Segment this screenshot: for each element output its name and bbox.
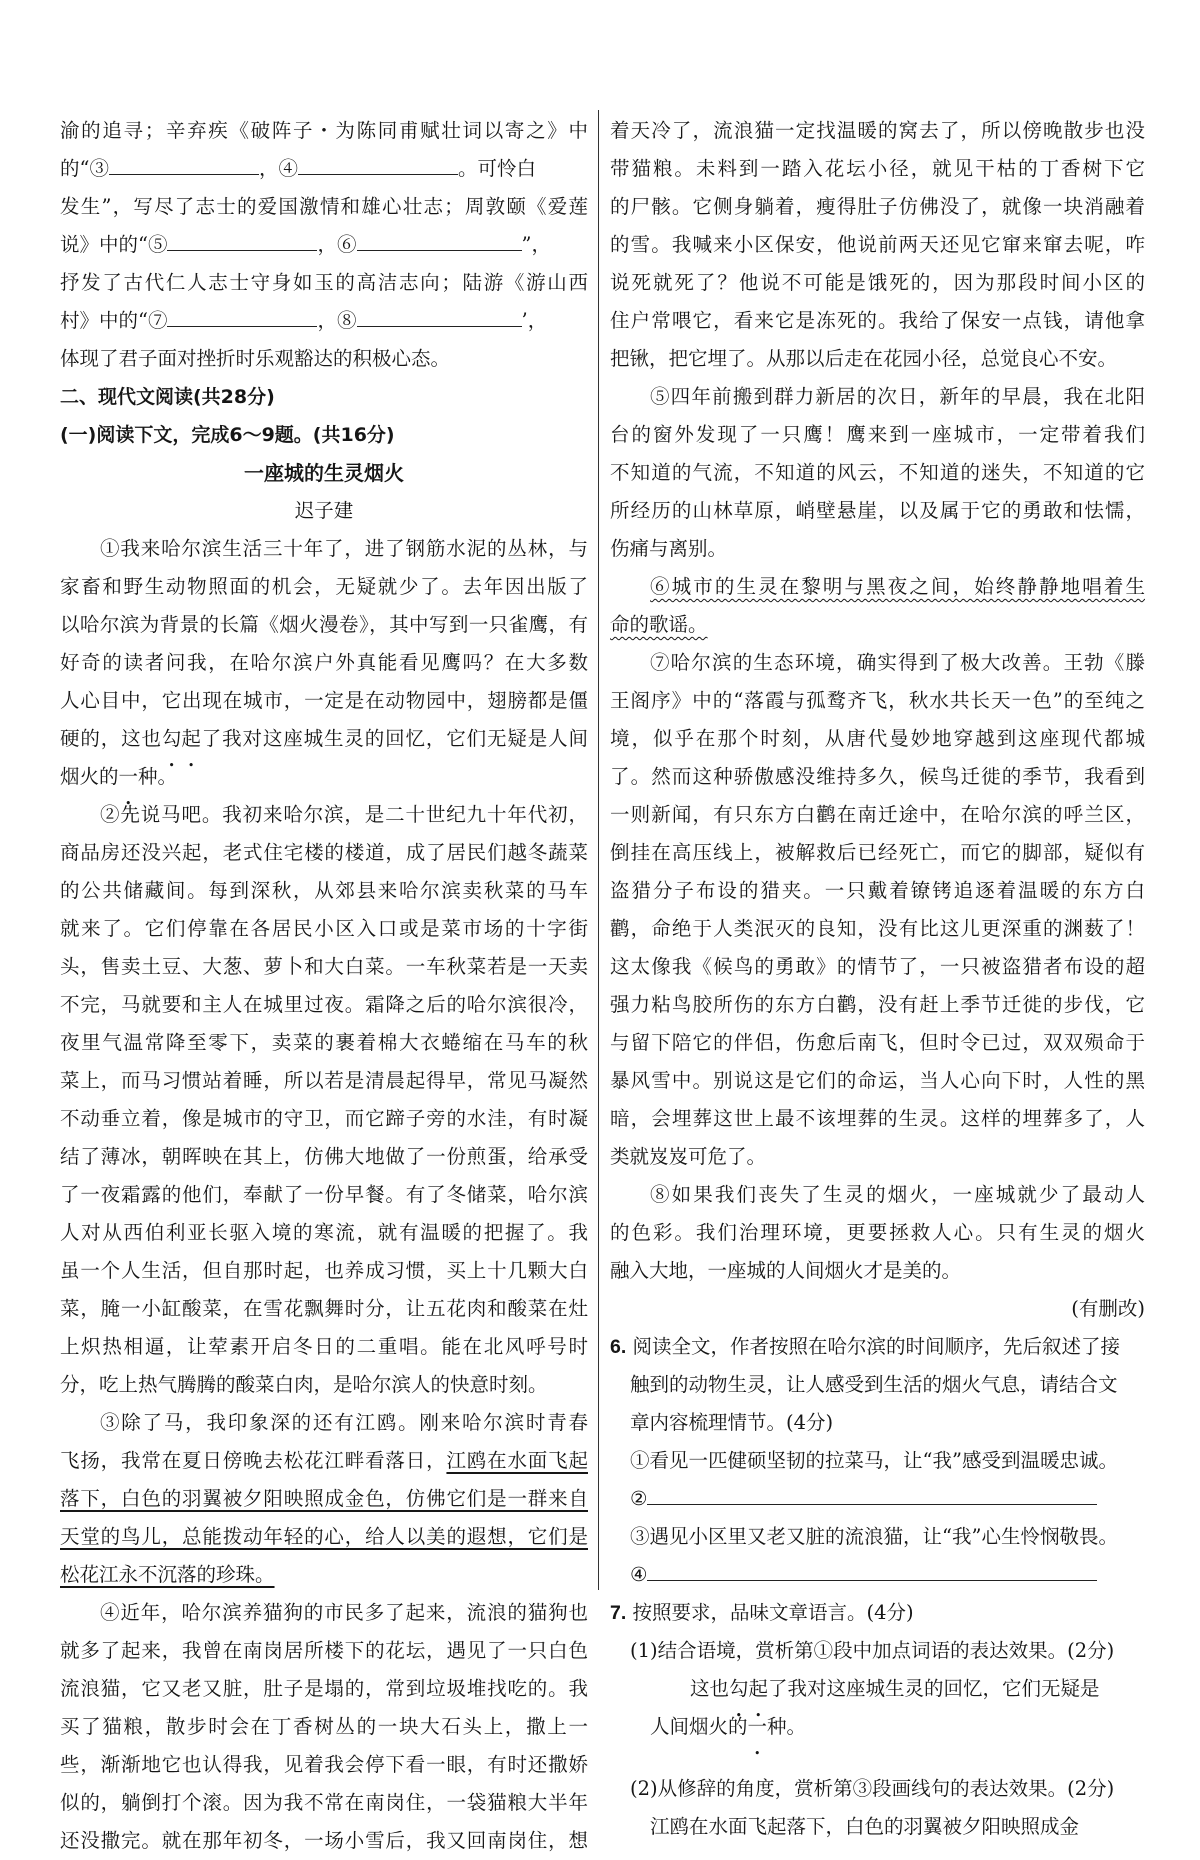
- para-4-line: 就多了起来，我曾在南岗居所楼下的花坛，遇见了一只白色: [60, 1639, 588, 1662]
- para-3-line: [60, 1442, 588, 1480]
- para-4-line: ④近年，哈尔滨养猫狗的市民多了起来，流浪的猫狗也: [100, 1601, 588, 1624]
- text: 烟火的: [60, 765, 119, 788]
- text: ，⑥: [317, 233, 357, 256]
- para-5-line: 不知道的气流，不知道的风云，不知道的迷失，不知道的它: [610, 461, 1145, 484]
- para-2-line: 不完，马就要和主人在城里过夜。霜降之后的哈尔滨很冷，: [60, 993, 588, 1016]
- para-2-line: 不动垂立着，像是城市的守卫，而它蹄子旁的水洼，有时凝: [60, 1107, 588, 1130]
- quote-line: [610, 1670, 1145, 1708]
- para-7-line: ⑦哈尔滨的生态环境，确实得到了极大改善。王勃《滕: [650, 651, 1145, 674]
- para-3-line: [60, 1518, 588, 1556]
- section-heading: 二、现代文阅读(共28分): [60, 386, 275, 408]
- underlined-sentence: 天堂的鸟儿，总能拨动年轻的心，给人以美的遐想，它们是: [60, 1525, 588, 1548]
- para-2-line: 就来了。它们停靠在各居民小区入口或是菜市场的十字街: [60, 917, 588, 940]
- para-1-line: 人心目中，它出现在城市，一定是在动物园中，翅膀都是僵: [60, 689, 588, 712]
- para-5-line: 所经历的山林草原，峭壁悬崖，以及属于它的勇敢和怯懦，: [610, 499, 1145, 522]
- sub-question-7-1: (1)结合语境，赏析第①段中加点词语的表达效果。(2分): [630, 1639, 1115, 1662]
- para-3-line: [60, 1556, 588, 1594]
- para-2-line: 头，售卖土豆、大葱、萝卜和大白菜。一车秋菜若是一天卖: [60, 955, 588, 978]
- underlined-sentence: 松花江永不沉落的珍珠。: [60, 1563, 275, 1586]
- text: 飞扬，我常在夏日傍晚去松花江畔看落日，: [60, 1449, 447, 1472]
- sub-question-7-2: (2)从修辞的角度，赏析第③段画线句的表达效果。(2分): [630, 1777, 1115, 1800]
- para-4-line: 些，渐渐地它也认得我，见着我会停下看一眼，有时还撒娇: [60, 1753, 588, 1776]
- left-column: [60, 112, 588, 1860]
- answer-line: [610, 1480, 1145, 1518]
- para-5-line: 台的窗外发现了一只鹰！鹰来到一座城市，一定带着我们: [610, 423, 1145, 446]
- para-1-line: 家畜和野生动物照面的机会，无疑就少了。去年因出版了: [60, 575, 588, 598]
- dotted-word: 勾: [729, 1677, 749, 1700]
- text: 种。: [767, 1715, 807, 1738]
- para-5-line: 伤痛与离别。: [610, 537, 728, 560]
- para-2-line: 了一夜霜露的他们，奉献了一份早餐。有了冬储菜，哈尔滨: [60, 1183, 588, 1206]
- answer-blank-2[interactable]: [647, 1480, 1097, 1505]
- question-6-line: 章内容梳理情节。(4分): [630, 1411, 834, 1434]
- para-4-line: 流浪猫，它又老又脏，肚子是塌的，常到垃圾堆找吃的。我: [60, 1677, 588, 1700]
- para-2-line: 人对从西伯利亚长驱入境的寒流，就有温暖的把握了。我: [60, 1221, 588, 1244]
- question-number: 7.: [610, 1602, 627, 1624]
- para-7-line: 这太像我《候鸟的勇敢》的情节了，一只被盗猎者布设的超: [610, 955, 1145, 978]
- blank-4[interactable]: [298, 150, 458, 175]
- para-1-line: ①我来哈尔滨生活三十年了，进了钢筋水泥的丛林，与: [100, 537, 588, 560]
- text: ’，: [521, 309, 548, 332]
- text: ，④: [258, 157, 298, 180]
- dotted-word: 一: [747, 1715, 768, 1738]
- para-2-line: 分，吃上热气腾腾的酸菜白肉，是哈尔滨人的快意时刻。: [60, 1373, 548, 1396]
- wavy-underlined-sentence: ⑥城市的生灵在黎明与黑夜之间，始终静静地唱着生: [650, 575, 1145, 598]
- right-column: [610, 112, 1145, 1846]
- blank-7[interactable]: [167, 302, 317, 327]
- para-4-line: 的尸骸。它侧身躺着，瘦得肚子仿佛没了，就像一块消融着: [610, 195, 1145, 218]
- para-7-line: 暗，会埋葬这世上最不该埋葬的生灵。这样的埋葬多了，人: [610, 1107, 1145, 1130]
- text: ，⑧: [317, 309, 357, 332]
- text: 说》中的“⑤: [60, 233, 168, 256]
- dotted-word: 勾: [161, 727, 182, 750]
- para-4-line: 着天冷了，流浪猫一定找温暖的窝去了，所以傍晚散步也没: [610, 119, 1145, 142]
- para-4-line: 买了猫粮，散步时会在丁香树丛的一块大石头上，撒上一: [60, 1715, 588, 1738]
- question-6: [610, 1328, 1145, 1366]
- para-2-line: ②先说马吧。我初来哈尔滨，是二十世纪九十年代初，: [100, 803, 588, 826]
- para-7-line: 王阁序》中的“落霞与孤鹜齐飞，秋水共长天一色”的至纯之: [610, 689, 1145, 712]
- para-4-line: 把锹，把它埋了。从那以后走在花园小径，总觉良心不安。: [610, 347, 1118, 370]
- para-3-line: [60, 1480, 588, 1518]
- answer-line: ①看见一匹健硕坚韧的拉菜马，让“我”感受到温暖忠诚。: [630, 1449, 1118, 1472]
- answer-blank-4[interactable]: [647, 1556, 1097, 1581]
- part-heading: (一)阅读下文，完成6～9题。(共16分): [60, 424, 395, 446]
- text: 种。: [138, 765, 178, 788]
- fill-line: 抒发了古代仁人志士守身如玉的高洁志向；陆游《游山西: [60, 271, 588, 294]
- para-2-line: 虽一个人生活，但自那时起，也养成习惯，买上十几颗大白: [60, 1259, 588, 1282]
- para-2-line: 商品房还没兴起，老式住宅楼的楼道，成了居民们越冬蔬菜: [60, 841, 588, 864]
- para-7-line: 了。然而这种骄傲感没维持多久，候鸟迁徙的季节，我看到: [610, 765, 1145, 788]
- para-2-line: 的公共储藏间。每到深秋，从郊县来哈尔滨卖秋菜的马车: [60, 879, 588, 902]
- blank-6[interactable]: [357, 226, 522, 251]
- text: 的“③: [60, 157, 109, 180]
- text: ②: [630, 1487, 648, 1510]
- fill-line: 渝的追寻；辛弃疾《破阵子・为陈同甫赋壮词以寄之》中: [60, 119, 588, 142]
- text: 这也: [690, 1677, 730, 1700]
- para-3-line: ③除了马，我印象深的还有江鸥。刚来哈尔滨时青春: [100, 1411, 588, 1434]
- para-7-line: 与留下陪它的伴侣，伤愈后南飞，但时令已过，双双殒命于: [610, 1031, 1145, 1054]
- article-author: 迟子建: [294, 499, 354, 522]
- para-4-line: 住户常喂它，看来它是冻死的。我给了保安一点钱，请他拿: [610, 309, 1145, 332]
- para-2-line: 结了薄冰，朝晖映在其上，仿佛大地做了一份煎蛋，给承受: [60, 1145, 588, 1168]
- answer-line: ③遇见小区里又老又脏的流浪猫，让“我”心生怜悯敬畏。: [630, 1525, 1118, 1548]
- para-2-line: 菜上，而马习惯站着睡，所以若是清晨起得早，常见马凝然: [60, 1069, 588, 1092]
- text: 村》中的“⑦: [60, 309, 168, 332]
- text: 。可怜白: [458, 157, 537, 180]
- quote-line: 江鸥在水面飞起落下，白色的羽翼被夕阳映照成金: [650, 1815, 1080, 1838]
- para-5-line: ⑤四年前搬到群力新居的次日，新年的早晨，我在北阳: [650, 385, 1145, 408]
- wavy-underlined-sentence: 命的歌谣。: [610, 613, 708, 636]
- para-8-line: ⑧如果我们丧失了生灵的烟火，一座城就少了最动人: [650, 1183, 1145, 1206]
- blank-8[interactable]: [357, 302, 522, 327]
- para-2-line: 夜里气温常降至零下，卖菜的裹着棉大衣蜷缩在马车的秋: [60, 1031, 588, 1054]
- dotted-word: 起: [748, 1677, 769, 1700]
- para-8-line: 融入大地，一座城的人间烟火才是美的。: [610, 1259, 962, 1282]
- text: 了我对这座城生灵的回忆，它们无疑是: [768, 1677, 1100, 1700]
- para-4-line: 的雪。我喊来小区保安，他说前两天还见它窜来窜去呢，咋: [610, 233, 1145, 256]
- source-note: (有删改): [1071, 1297, 1145, 1320]
- para-1-line: [60, 758, 588, 796]
- para-7-line: 类就岌岌可危了。: [610, 1145, 767, 1168]
- para-7-line: 暴风雪中。别说这是它们的命运，当人心向下时，人性的黑: [610, 1069, 1145, 1092]
- quote-line: [610, 1708, 1145, 1746]
- answer-space[interactable]: [610, 1746, 1145, 1770]
- article-title: 一座城的生灵烟火: [244, 461, 404, 485]
- question-6-line: 触到的动物生灵，让人感受到生活的烟火气息，请结合文: [630, 1373, 1118, 1396]
- question-text: 阅读全文，作者按照在哈尔滨的时间顺序，先后叙述了接: [632, 1335, 1120, 1358]
- para-7-line: 强力粘鸟胶所伤的东方白鹳，没有赶上季节迁徙的步伐，它: [610, 993, 1145, 1016]
- dotted-word: 一: [118, 765, 139, 788]
- text: 硬的，这也: [60, 727, 162, 750]
- para-4-line: 似的，躺倒打个滚。因为我不常在南岗住，一袋猫粮大半年: [60, 1791, 588, 1814]
- para-4-line: 还没撒完。就在那年初冬，一场小雪后，我又回南岗住，想: [60, 1829, 588, 1852]
- blank-5[interactable]: [167, 226, 317, 251]
- fill-line: [60, 302, 588, 340]
- question-text: 按照要求，品味文章语言。(4分): [632, 1601, 914, 1624]
- answer-line: [610, 1556, 1145, 1594]
- para-7-line: 倒挂在高压线上，被解救后已经死亡，而它的脚部，疑似有: [610, 841, 1145, 864]
- para-1-line: 好奇的读者问我，在哈尔滨户外真能看见鹰吗？在大多数: [60, 651, 588, 674]
- para-7-line: 盗猎分子布设的猎夹。一只戴着镣铐追逐着温暖的东方白: [610, 879, 1145, 902]
- para-2-line: 上炽热相逼，让荤素开启冬日的二重唱。能在北风呼号时: [60, 1335, 588, 1358]
- column-divider: [598, 110, 599, 1590]
- para-4-line: 带猫粮。未料到一踏入花坛小径，就见干枯的丁香树下它: [610, 157, 1145, 180]
- fill-line: [60, 150, 588, 188]
- blank-3[interactable]: [109, 150, 259, 175]
- para-1-line: [60, 720, 588, 758]
- dotted-word: 起: [181, 727, 201, 750]
- para-7-line: 境，似乎在那个时刻，从唐代曼妙地穿越到这座现代都城: [610, 727, 1145, 750]
- fill-line: 发生”，写尽了志士的爱国激情和雄心壮志；周敦颐《爱莲: [60, 195, 588, 218]
- question-number: 6.: [610, 1336, 627, 1358]
- text: ④: [630, 1563, 648, 1586]
- underlined-sentence: 落下，白色的羽翼被夕阳映照成金色，仿佛它们是一群来自: [60, 1487, 588, 1510]
- para-2-line: 菜，腌一小缸酸菜，在雪花飘舞时分，让五花肉和酸菜在灶: [60, 1297, 588, 1320]
- para-4-line: 说死就死了？他说不可能是饿死的，因为那段时间小区的: [610, 271, 1145, 294]
- text: ”，: [521, 233, 551, 256]
- para-7-line: 一则新闻，有只东方白鹳在南迁途中，在哈尔滨的呼兰区，: [610, 803, 1145, 826]
- para-6-line: [610, 568, 1145, 606]
- para-7-line: 鹳，命绝于人类泯灭的良知，没有比这儿更深重的渊薮了！: [610, 917, 1145, 940]
- para-1-line: 以哈尔滨为背景的长篇《烟火漫卷》，其中写到一只雀鹰，有: [60, 613, 588, 636]
- para-8-line: 的色彩。我们治理环境，更要拯救人心。只有生灵的烟火: [610, 1221, 1145, 1244]
- text: 了我对这座城生灵的回忆，它们无疑是人间: [200, 727, 588, 750]
- para-6-line: [610, 606, 1145, 644]
- fill-line: [60, 226, 588, 264]
- fill-line: 体现了君子面对挫折时乐观豁达的积极心态。: [60, 347, 451, 370]
- underlined-sentence: 江鸥在水面飞起: [446, 1449, 588, 1472]
- text: 人间烟火的: [650, 1715, 748, 1738]
